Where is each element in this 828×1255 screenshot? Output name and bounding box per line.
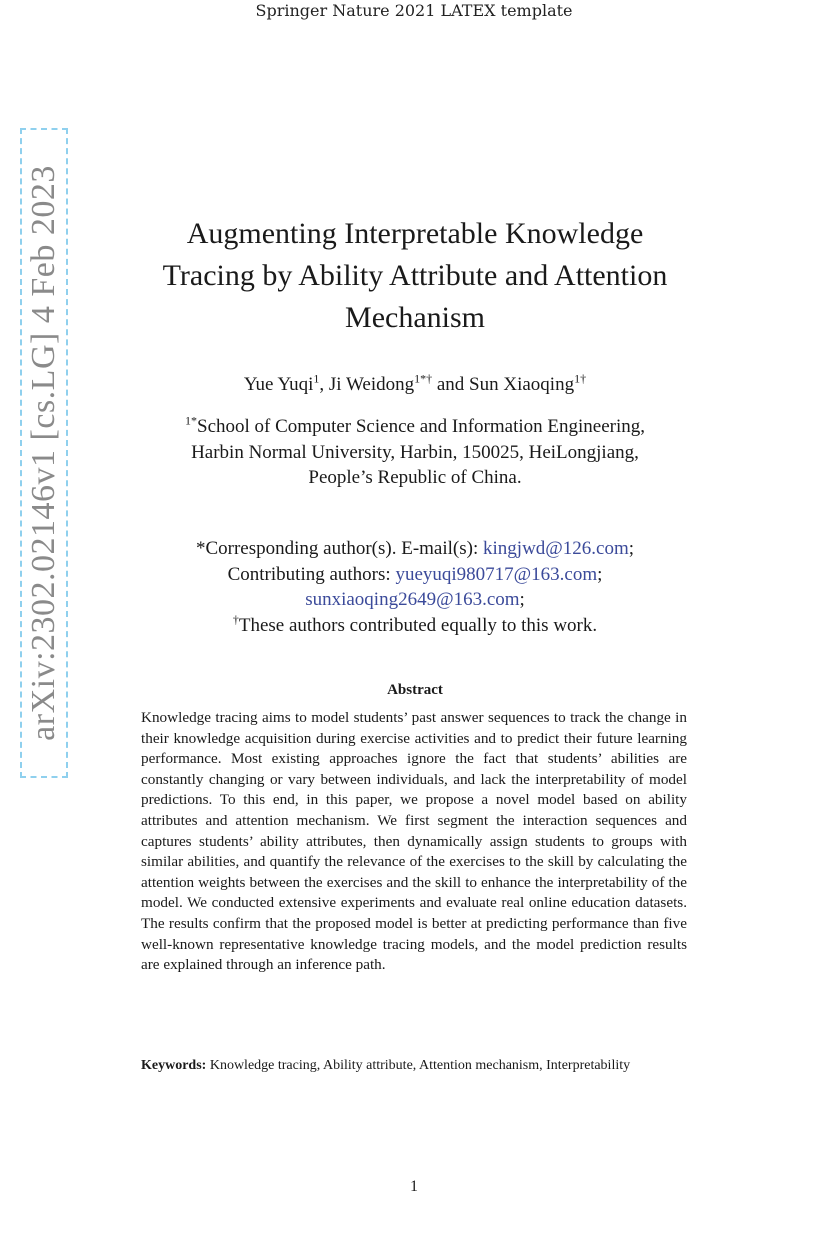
punctuation: ;: [519, 589, 525, 610]
affiliation-line: Harbin Normal University, Harbin, 150025, HeiLongjiang,: [191, 441, 639, 463]
contributing-email-link[interactable]: yueyuqi980717@163.com: [395, 563, 598, 585]
title-line: Mechanism: [345, 301, 485, 334]
page-number: 1: [410, 1178, 418, 1195]
keywords-text: Knowledge tracing, Ability attribute, Attention mechanism, Interpretability: [206, 1058, 631, 1073]
equal-contribution-note: These authors contributed equally to this work.: [238, 614, 598, 636]
contributing-email-link[interactable]: sunxiaoqing2649@163.com: [305, 589, 520, 610]
abstract-heading: Abstract: [387, 682, 443, 698]
abstract-text: Knowledge tracing aims to model students’ past answer sequences to track the change in their knowledge acquisition during exercise activities and to predict their future learning performance. Most existing approaches ignore the fact that students’ abilities are constantly changing or vary between individuals, and lack the interpretability of model predictions. To this end, in this paper, we propose a novel model based on ability attributes and attention mechanism. We first segment the interaction sequences and captures students’ ability attributes, then dynamically assign students to groups with similar abilities, and quantify the relevance of the exercises to the skill by calculating the attention weights between the exercises and the skill to enhance the interpretability of the model. We conducted extensive experiments and evaluate real online education datasets. The results confirm that the proposed model is better at predicting performance than five well-known representative knowledge tracing models, and the model prediction results are explained through an inference path.: [141, 709, 687, 974]
affiliation-line: People’s Republic of China.: [308, 467, 522, 488]
title-line: Tracing by Ability Attribute and Attention: [162, 259, 668, 292]
author-name: Sun Xiaoqing: [469, 374, 575, 395]
author-list: [110, 372, 720, 398]
author-mark: 1†: [574, 371, 587, 386]
author-name: Yue Yuqi: [243, 374, 314, 395]
keywords: [141, 1057, 687, 1075]
equal-contribution-mark: †: [232, 612, 239, 627]
contact-block: [110, 536, 720, 638]
corresponding-email-link[interactable]: kingjwd@126.com: [483, 538, 629, 559]
author-mark: 1*†: [414, 371, 433, 386]
running-head: Springer Nature 2021 LATEX template: [255, 1, 573, 20]
affiliation: [110, 414, 720, 491]
author-separator: ,: [319, 374, 329, 395]
affiliation-mark: 1*: [185, 413, 198, 428]
punctuation: ;: [628, 538, 635, 559]
title-line: Augmenting Interpretable Knowledge: [186, 217, 644, 250]
corresponding-label: *Corresponding author(s). E-mail(s):: [195, 538, 484, 559]
keywords-label: Keywords:: [141, 1058, 207, 1073]
affiliation-line: School of Computer Science and Information Engineering,: [197, 416, 645, 437]
author-mark: 1: [313, 371, 320, 386]
punctuation: ;: [597, 563, 603, 585]
contributing-label: Contributing authors:: [227, 563, 396, 585]
paper-title: [110, 213, 720, 339]
author-name: Ji Weidong: [328, 374, 415, 395]
arxiv-identifier[interactable]: arXiv:2302.02146v1 [cs.LG] 4 Feb 2023: [25, 165, 62, 741]
author-separator: and: [432, 374, 470, 395]
